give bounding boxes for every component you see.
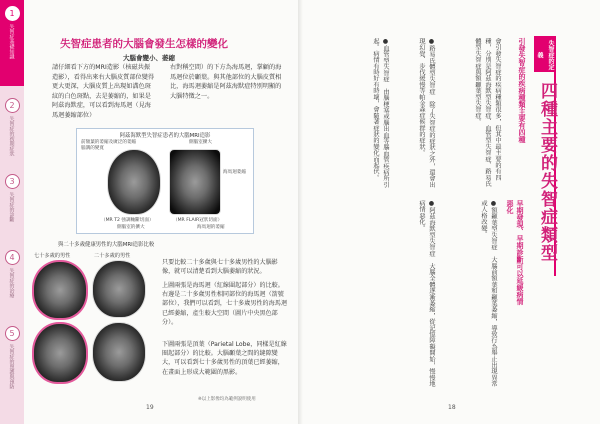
label-sulcus-widening: 腦溝的變寬	[81, 146, 104, 151]
body-text-col-1: 會引發失智症的疾病種類很多，但其中最主要的有四種，分別是阿茲海默型失智症、血管型失智症、路易氏體型失智症與額顳葉型失智症。	[474, 38, 501, 187]
mri-parietal-20s	[92, 322, 146, 382]
chapter-number: 5	[5, 326, 20, 341]
label-hippocampus-atrophy-2: 海馬迴的萎縮	[197, 225, 225, 230]
comparison-paragraph-1: 只要比較二十多歲與七十多歲男性的大腦影像，就可以清楚看到大腦萎縮的狀況。	[162, 259, 278, 276]
label-hippocampus-atrophy: 海馬迴萎縮	[223, 170, 246, 175]
tab-chapter-1[interactable]	[0, 0, 24, 86]
mri-hippocampus-20s	[92, 260, 146, 318]
label-age-20s: 二十多歲的男性	[94, 253, 131, 259]
early-detection-heading: 早期發現、早期診斷可以延緩病情惡化	[506, 200, 524, 305]
chapter-number: 2	[5, 98, 20, 113]
mri-parietal-70s	[32, 322, 88, 384]
label-ventricle-enlarged-2: 側腦室的擴大	[117, 225, 145, 230]
comparison-paragraph-2: 上圖兩張是海馬迴（紅線圍起部分）的比較。右邊是二十多歲男性相同部位的海馬迴（箭號部位），我們可以看到，七十多歲男性的海馬迴已經萎縮，產生較大空間（圖片中央黑色部分）。	[162, 282, 287, 326]
body-text-col-2: ●路易氏體型失智症 除了失智症的症狀之外，還會出現幻覺、步伐緩慢等帕金森症候群的症狀。	[418, 38, 435, 188]
mri-hippocampus-70s	[32, 260, 88, 320]
mri-caption: 阿茲海默型失智症患者的大腦MRI造影	[119, 133, 211, 139]
label-t2-axial: （MR T2 強調軸斷切面）	[101, 218, 154, 223]
book-gutter	[298, 0, 303, 424]
page-number-left: 19	[146, 404, 154, 411]
comparison-paragraph-3: 下圖兩張是頂葉（Parietal Lobe，同樣是紅線圈起部分）的比較。大腦顳葉之間的縫隙變大，可以看到七十多歲男性的頂葉已經萎縮，在畫面上形成大範圍的黑影。	[162, 341, 287, 376]
chapter-number: 1	[5, 6, 20, 21]
mri-coronal-image	[169, 149, 221, 215]
label-ventricle-enlarged: 側腦室擴大	[189, 140, 212, 145]
mri-comparison-caption: 與二十多歲健康男性的大腦MRI造影比較	[58, 242, 155, 248]
chapter-number: 3	[5, 174, 20, 189]
right-page-title: 四種主要的失智症類型	[537, 82, 557, 262]
chapter-label: 失智症基礎知識	[8, 24, 15, 59]
chapter-number: 4	[5, 250, 20, 265]
tab-chapter-3[interactable]	[0, 168, 24, 238]
mri-figure-1	[76, 128, 254, 234]
image-note: ※以上影像均為範例說明使用	[198, 397, 256, 402]
page-number-right: 18	[448, 404, 456, 411]
body-text-col-3: ●血管型失智症 由腦梗塞或腦出血等腦血管疾病所引起。病情有時好有時壞，會隨著症狀的變化而起伏。	[372, 38, 389, 188]
section-badge: 失智症的定義	[534, 36, 556, 72]
intro-text-right: 右對稱空間）的下方為海馬迴，掌顧的海馬迴位於顳葉。與其他部位的大腦皮質相比，海馬迴萎縮是阿茲海默症特別明顯的大腦特徵之一。	[170, 64, 282, 100]
tab-chapter-2[interactable]	[0, 92, 24, 162]
chapter-label: 失智症的診斷	[8, 192, 15, 222]
mri-axial-image	[107, 149, 161, 215]
label-flair-coronal: （MR FLAIR冠狀切面）	[173, 218, 223, 223]
chapter-label: 失智症的照護與預防	[8, 344, 15, 389]
left-page-title: 失智症患者的大腦會發生怎樣的變化	[60, 38, 228, 50]
tab-chapter-4[interactable]	[0, 244, 24, 314]
chapter-label: 失智症的治療	[8, 268, 15, 298]
intro-text-left: 請仔細看下方的MRI造影（核磁共振造影），看得出來右大腦皮質部位變得更大更深，大腦皮質上出現如溝色斑紋的白色斑點，去是萎縮的，如果是阿茲海默症，可以看到海馬迴（見海馬迴萎縮部位）	[52, 64, 155, 119]
label-frontal-atrophy: 前額葉的萎縮及廣泛的萎縮	[81, 140, 137, 145]
left-page-subtitle: 大腦會變小、萎縮	[123, 54, 175, 62]
side-index-tabs	[0, 0, 24, 424]
chapter-label: 失智症的初期症狀	[8, 116, 15, 156]
tab-chapter-5[interactable]	[0, 320, 24, 400]
lead-heading: 引發失智症的疾病種類主要有四種	[518, 38, 526, 143]
body-text-col-5: ●阿茲海默型失智症 大腦全體逐漸萎縮，從記憶障礙開始，慢慢地病情惡化。	[418, 200, 435, 387]
body-text-col-4: ●額顳葉型失智症 大腦前額葉和顳葉萎縮，導致行為舉止出現異常或人格改變。	[480, 200, 497, 387]
label-age-70s: 七十多歲的男性	[34, 253, 71, 259]
